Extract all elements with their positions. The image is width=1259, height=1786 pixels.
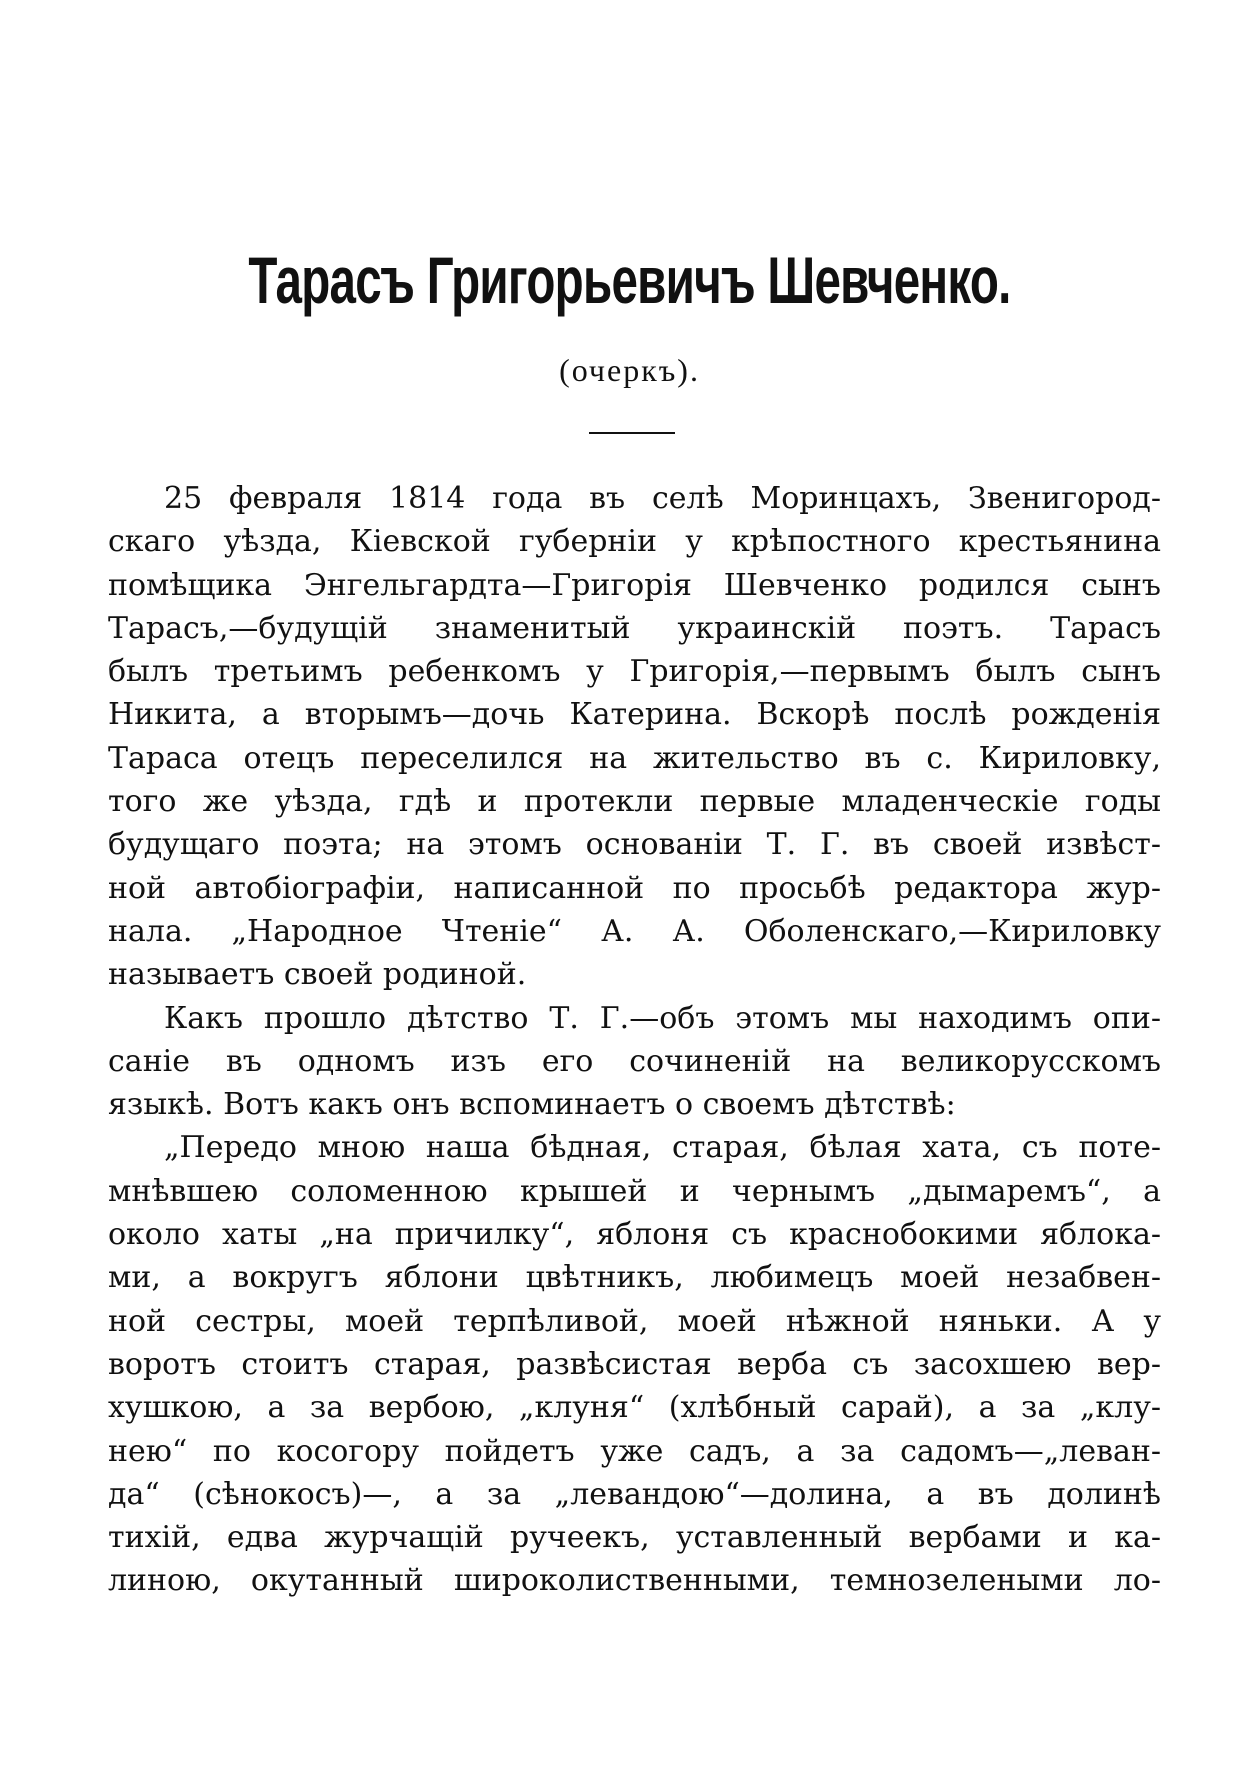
text-line: Никита, а вторымъ—дочь Катерина. Вскорѣ послѣ рожденія bbox=[108, 697, 1161, 733]
text-line: языкѣ. Вотъ какъ онъ вспоминаетъ о своемъ дѣтствѣ: bbox=[108, 1087, 956, 1123]
text-line: ной автобіографіи, написанной по просьбѣ редактора жур- bbox=[108, 870, 1161, 906]
text-line: тихій, едва журчащій ручеекъ, уставленный вербами и ка- bbox=[108, 1520, 1161, 1556]
text-line: помѣщика Энгельгардта—Григорія Шевченко родился сынъ bbox=[108, 567, 1161, 603]
text-line: саніе въ одномъ изъ его сочиненій на великорусскомъ bbox=[108, 1043, 1161, 1079]
text-line: ми, а вокругъ яблони цвѣтникъ, любимецъ моей незабвен- bbox=[108, 1260, 1161, 1296]
text-line: нала. „Народное Чтеніе“ А. А. Оболенскаго,—Кириловку bbox=[108, 913, 1161, 949]
text-line: того же уѣзда, гдѣ и протекли первые младенческіе годы bbox=[108, 784, 1161, 820]
text-line: нею“ по косогору пойдетъ уже садъ, а за садомъ—„леван- bbox=[108, 1433, 1161, 1469]
text-line: будущаго поэта; на этомъ основаніи Т. Г. въ своей извѣст- bbox=[108, 827, 1161, 863]
page-title: Тарасъ Григорьевичъ Шевченко. bbox=[248, 243, 1011, 317]
text-line: „Передо мною наша бѣдная, старая, бѣлая хата, съ поте- bbox=[164, 1130, 1161, 1166]
text-line: воротъ стоитъ старая, развѣсистая верба съ засохшею вер- bbox=[108, 1346, 1161, 1382]
text-line: Тарасъ,—будущій знаменитый украинскій поэтъ. Тарасъ bbox=[108, 610, 1161, 646]
text-line: около хаты „на причилку“, яблоня съ краснобокими яблока- bbox=[108, 1217, 1161, 1253]
text-line: 25 февраля 1814 года въ селѣ Моринцахъ, Звенигород- bbox=[164, 481, 1161, 516]
text-line: линою, окутанный широколиственными, темнозелеными ло- bbox=[108, 1563, 1161, 1599]
text-line: Тараса отецъ переселился на жительство въ с. Кириловку, bbox=[108, 740, 1161, 776]
body-text bbox=[108, 477, 1161, 1603]
text-line: былъ третьимъ ребенкомъ у Григорія,—первымъ былъ сынъ bbox=[108, 654, 1161, 690]
text-line: называетъ своей родиной. bbox=[108, 957, 527, 993]
text-line: хушкою, а за вербою, „клуня“ (хлѣбный сарай), а за „клу- bbox=[108, 1390, 1161, 1426]
text-line: мнѣвшею соломенною крышей и чернымъ „дымаремъ“, а bbox=[108, 1173, 1161, 1209]
title-divider bbox=[589, 432, 675, 434]
page-subtitle: (очеркъ). bbox=[559, 352, 700, 388]
text-line: Какъ прошло дѣтство Т. Г.—объ этомъ мы находимъ опи- bbox=[164, 1000, 1161, 1036]
text-line: скаго уѣзда, Кіевской губерніи у крѣпостного крестьянина bbox=[108, 524, 1161, 560]
text-line: да“ (сѣнокосъ)—, а за „левандою“—долина, а въ долинѣ bbox=[108, 1476, 1161, 1512]
text-line: ной сестры, моей терпѣливой, моей нѣжной няньки. А у bbox=[108, 1303, 1161, 1339]
